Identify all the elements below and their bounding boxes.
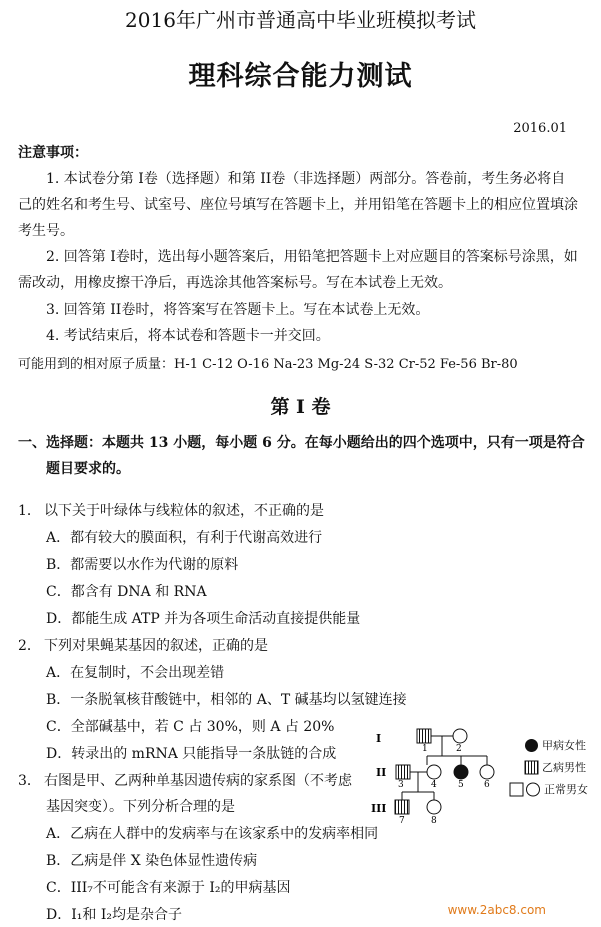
notes-line: 1. 本试卷分第 I卷（选择题）和第 II卷（非选择题）两部分。答卷前，考生务必将自 xyxy=(46,171,566,187)
exam-title: 2016年广州市普通高中毕业班模拟考试 xyxy=(125,8,476,32)
atomic-masses: 可能用到的相对原子质量：H-1 C-12 O-16 Na-23 Mg-24 S-32 Cr-52 Fe-56 Br-80 xyxy=(18,357,518,372)
legend-normal xyxy=(509,781,588,797)
notes-heading: 注意事项： xyxy=(18,145,88,161)
option: C．都含有 DNA 和 RNA xyxy=(46,584,207,600)
square-circle-icon xyxy=(509,782,541,797)
option: D．都能生成 ATP 并为各项生命活动直接提供能量 xyxy=(46,611,361,627)
question-stem-continued: 基因突变）。下列分析合理的是 xyxy=(46,799,235,815)
option: B．都需要以水作为代谢的原料 xyxy=(46,557,239,573)
legend-label: 甲病女性 xyxy=(542,739,586,752)
question-number: 3． xyxy=(18,773,41,789)
option: C．全部碱基中，若 C 占 30%，则 A 占 20% xyxy=(46,719,335,735)
option: B．乙病是伴 X 染色体显性遗传病 xyxy=(46,853,258,869)
option: A．乙病在人群中的发病率与在该家系中的发病率相同 xyxy=(46,826,379,842)
generation-label: II xyxy=(376,766,387,779)
individual-3-male-affected xyxy=(396,765,410,779)
generation-label: I xyxy=(376,732,382,745)
notes-line: 3. 回答第 II卷时，将答案写在答题卡上。写在本试卷上无效。 xyxy=(46,302,430,318)
notes-line: 己的姓名和考生号、试室号、座位号填写在答题卡上，并用铅笔在答题卡上的相应位置填涂 xyxy=(18,197,578,213)
exam-date: 2016.01 xyxy=(513,121,567,136)
section-title: 第 I 卷 xyxy=(270,396,331,418)
watermark: www.2abc8.com xyxy=(447,903,546,917)
legend-label: 正常男女 xyxy=(544,783,588,796)
individual-number: 5 xyxy=(458,780,464,790)
individual-6-female-normal xyxy=(480,765,494,779)
question-number: 1． xyxy=(18,503,41,519)
individual-2-female-normal xyxy=(453,729,467,743)
notes-line: 需改动，用橡皮擦干净后，再选涂其他答案标号。写在本试卷上无效。 xyxy=(18,275,452,291)
option: B．一条脱氧核苷酸链中，相邻的 A、T 碱基均以氢键连接 xyxy=(46,692,407,708)
option: D．I₁和 I₂均是杂合子 xyxy=(46,907,182,923)
option: A．都有较大的膜面积，有利于代谢高效进行 xyxy=(46,530,323,546)
option: C．III₇不可能含有来源于 I₂的甲病基因 xyxy=(46,880,291,896)
individual-number: 4 xyxy=(431,780,437,790)
section-instruction: 题目要求的。 xyxy=(46,461,130,477)
individual-7-male-affected xyxy=(395,800,409,814)
individual-number: 1 xyxy=(422,744,428,754)
individual-number: 8 xyxy=(431,816,437,826)
section-instruction: 一、选择题：本题共 13 小题，每小题 6 分。在每小题给出的四个选项中，只有一项是符合 xyxy=(18,435,585,451)
legend-affected-female xyxy=(524,737,586,753)
notes-line: 2. 回答第 I卷时，选出每小题答案后，用铅笔把答题卡上对应题目的答案标号涂黑，如 xyxy=(46,249,578,265)
individual-number: 3 xyxy=(398,780,404,790)
filled-circle-icon xyxy=(524,738,539,753)
question-number: 2． xyxy=(18,638,41,654)
notes-line: 考生号。 xyxy=(18,223,74,239)
individual-1-male-affected xyxy=(417,729,431,743)
option: A．在复制时，不会出现差错 xyxy=(46,665,225,681)
notes-line: 4. 考试结束后，将本试卷和答题卡一并交回。 xyxy=(46,328,330,344)
option: D．转录出的 mRNA 只能指导一条肽链的合成 xyxy=(46,746,337,762)
individual-number: 7 xyxy=(399,816,405,826)
question-stem: 以下关于叶绿体与线粒体的叙述，不正确的是 xyxy=(44,503,324,519)
striped-square-icon xyxy=(524,760,539,775)
legend-label: 乙病男性 xyxy=(542,761,586,774)
subject-title: 理科综合能力测试 xyxy=(188,61,413,92)
question-stem: 右图是甲、乙两种单基因遗传病的家系图（不考虑 xyxy=(44,773,352,789)
individual-8-female-normal xyxy=(427,800,441,814)
generation-label: III xyxy=(371,802,387,815)
legend-affected-male xyxy=(524,759,586,775)
individual-4-female-normal xyxy=(427,765,441,779)
individual-number: 6 xyxy=(484,780,490,790)
individual-5-female-affected xyxy=(454,765,468,779)
question-stem: 下列对果蝇某基因的叙述，正确的是 xyxy=(44,638,268,654)
individual-number: 2 xyxy=(456,744,462,754)
